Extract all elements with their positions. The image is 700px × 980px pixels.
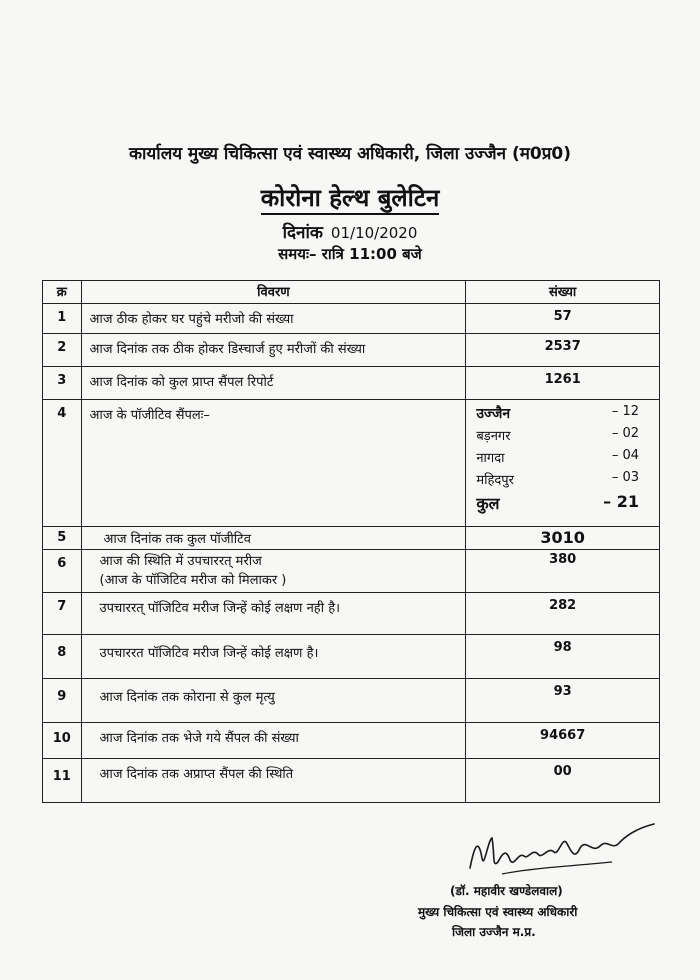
row-description: आज दिनांक तक अप्राप्त सैंपल की स्थिति (81, 759, 466, 803)
district-total-label: कुल (476, 494, 500, 513)
row-description: आज दिनांक तक भेजे गये सैंपल की संख्या (81, 723, 466, 759)
table-row (43, 723, 660, 759)
table-row (43, 400, 660, 527)
district-name: नागदा (476, 451, 505, 466)
district-row (476, 448, 649, 470)
page-title (0, 181, 700, 214)
row-description-line-1: आज की स्थिति में उपचाररत् मरीज (99, 554, 262, 569)
row-description: आज दिनांक को कुल प्राप्त सैंपल रिपोर्ट (81, 367, 466, 400)
row-description: आज ठीक होकर घर पहुंचे मरीजो की संख्या (81, 304, 466, 334)
row-value: 3010 (466, 527, 660, 550)
signatory-name: (डॉ. महावीर खण्डेलवाल) (450, 884, 563, 898)
district-total-value: – 21 (603, 492, 639, 511)
row-description: आज दिनांक तक कोराना से कुल मृत्यु (81, 679, 466, 723)
row-serial: 7 (43, 593, 82, 635)
header-count: संख्या (466, 281, 660, 304)
row-description: आज के पॉजीटिव सैंपलः– (81, 400, 466, 527)
row-serial: 2 (43, 334, 82, 367)
date-value: 01/10/2020 (330, 224, 418, 242)
table-row (43, 593, 660, 635)
district-value: – 03 (611, 470, 639, 485)
row-description: आज दिनांक तक कुल पॉजीटिव (81, 527, 466, 550)
row-serial: 6 (43, 550, 82, 593)
row-serial: 5 (43, 527, 82, 550)
row-value: 57 (466, 304, 660, 334)
district-total-row (476, 492, 649, 514)
table-row (43, 334, 660, 367)
row-value: 93 (466, 679, 660, 723)
table-row (43, 304, 660, 334)
row-description-line-2: (आज के पॉजिटिव मरीज को मिलाकर ) (99, 573, 287, 588)
row-serial: 4 (43, 400, 82, 527)
bulletin-table (42, 280, 660, 803)
signatory-designation: मुख्य चिकित्सा एवं स्वास्थ्य अधिकारी (418, 905, 578, 919)
district-name: महिदपुर (476, 473, 514, 488)
bulletin-title: कोरोना हेल्थ बुलेटिन (261, 184, 440, 215)
date-label: दिनांक (282, 223, 323, 243)
district-name: उज्जैन (476, 406, 511, 422)
header-description: विवरण (81, 281, 466, 304)
office-heading: कार्यालय मुख्य चिकित्सा एवं स्वास्थ्य अधिकारी, जिला उज्जैन (म0प्र0) (128, 144, 572, 164)
table-header-row (43, 281, 660, 304)
date-line (0, 220, 700, 243)
signatory-place: जिला उज्जैन म.प्र. (452, 925, 536, 939)
header-serial: क्र (43, 281, 82, 304)
district-row (476, 404, 649, 426)
row-value: 282 (466, 593, 660, 635)
row-value: 94667 (466, 723, 660, 759)
row-value: 1261 (466, 367, 660, 400)
district-name: बड़नगर (476, 429, 511, 444)
row-serial: 9 (43, 679, 82, 723)
row-serial: 1 (43, 304, 82, 334)
table-row (43, 367, 660, 400)
row-description (81, 550, 466, 593)
table-row (43, 527, 660, 550)
row-serial: 10 (43, 723, 82, 759)
table-row (43, 635, 660, 679)
district-value: – 12 (611, 404, 639, 419)
row-value: 380 (466, 550, 660, 593)
row-description: उपचाररत पॉजिटिव मरीज जिन्हें कोई लक्षण है। (81, 635, 466, 679)
row-value: 2537 (466, 334, 660, 367)
row-value: 98 (466, 635, 660, 679)
row-serial: 3 (43, 367, 82, 400)
district-row (476, 426, 649, 448)
table-row (43, 759, 660, 803)
district-row (476, 470, 649, 492)
district-value: – 02 (611, 426, 639, 441)
handwritten-signature (462, 818, 662, 880)
table-row (43, 679, 660, 723)
district-value: – 04 (611, 448, 639, 463)
time-line: समयः– रात्रि 11:00 बजे (278, 245, 422, 263)
positive-breakdown (466, 400, 660, 527)
row-description: आज दिनांक तक ठीक होकर डिस्चार्ज हुए मरीजों की संख्या (81, 334, 466, 367)
row-serial: 8 (43, 635, 82, 679)
table-row (43, 550, 660, 593)
row-serial: 11 (43, 759, 82, 803)
row-value: 00 (466, 759, 660, 803)
row-description: उपचाररत् पॉजिटिव मरीज जिन्हें कोई लक्षण नही है। (81, 593, 466, 635)
